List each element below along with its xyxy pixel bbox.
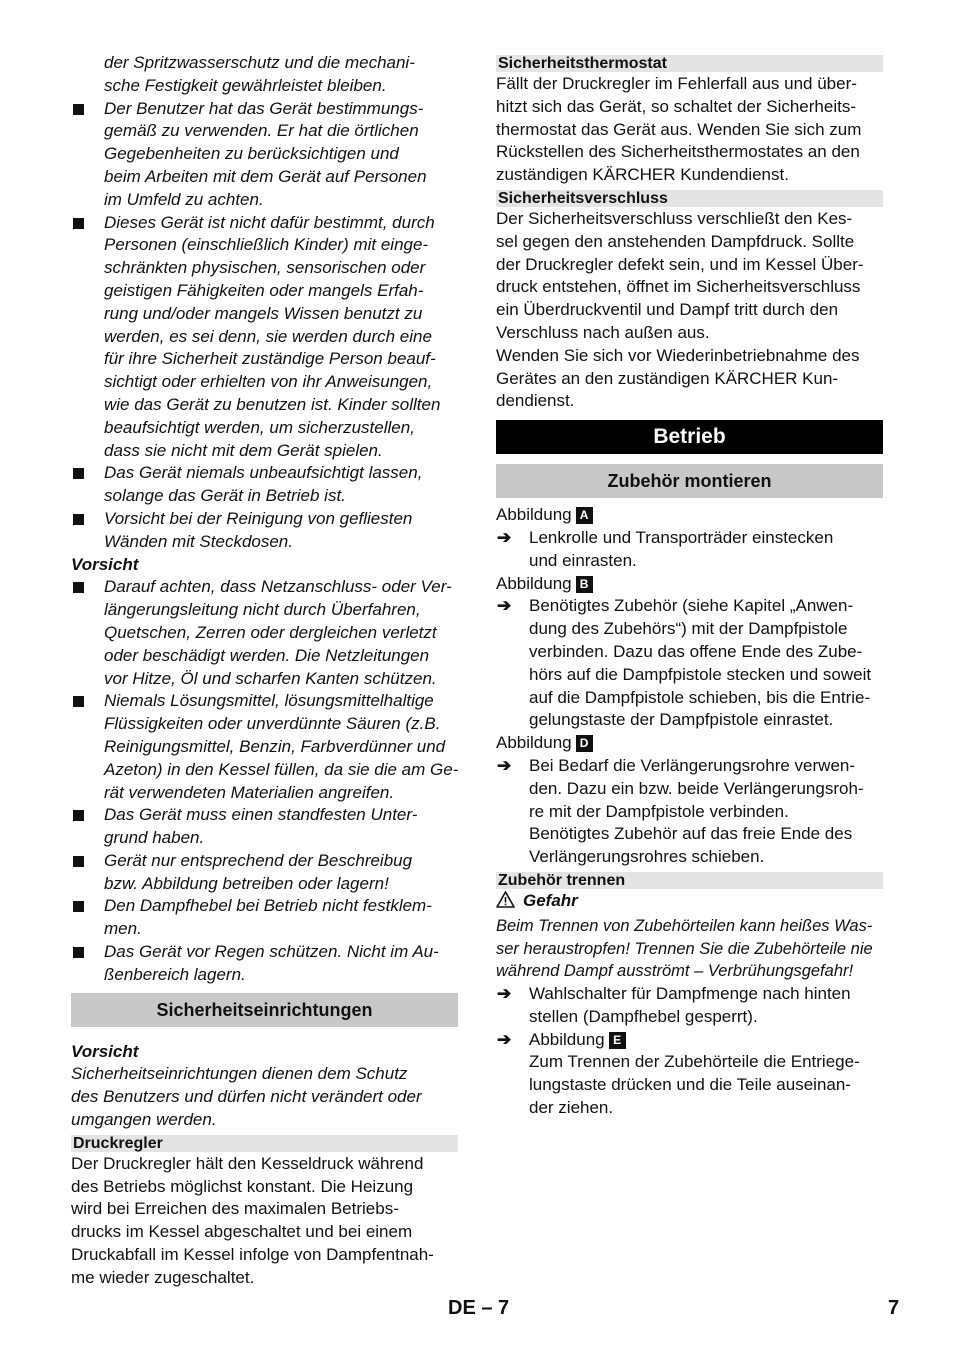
text-line: Lenkrolle und Transporträder einstecken: [529, 527, 834, 547]
druckregler-text: [71, 1153, 458, 1290]
arrow-right-icon: ➔: [497, 527, 512, 547]
page-number: 7: [888, 1297, 900, 1319]
text-line: lungstaste drücken und die Teile auseinan-: [529, 1075, 851, 1095]
text-line: Den Dampfhebel bei Betrieb nicht festklem-: [104, 896, 432, 916]
text-line: Wänden mit Steckdosen.: [104, 531, 293, 551]
bullet-item: [71, 941, 458, 987]
bullet-item: [71, 690, 458, 804]
arrow-right-icon: ➔: [497, 596, 512, 616]
text-line: Fällt der Druckregler im Fehlerfall aus und über-: [496, 74, 857, 93]
text-line: beim Arbeiten mit dem Gerät auf Personen: [104, 166, 427, 186]
bullet-item: [71, 212, 458, 463]
text-line: den. Dazu ein bzw. beide Verlängerungsroh-: [529, 778, 864, 798]
text-line: Vorsicht bei der Reinigung von gefliesten: [104, 508, 413, 528]
text-line: Darauf achten, dass Netzanschluss- oder Ver-: [104, 577, 452, 597]
text-line: Verlängerungsrohres schieben.: [529, 847, 765, 867]
vorsicht-label: Vorsicht: [71, 1041, 139, 1061]
step-item: [496, 755, 883, 869]
bullet-item: [71, 850, 458, 896]
thermostat-text: [496, 73, 883, 187]
text-line: Das Gerät vor Regen schützen. Nicht im Au-: [104, 942, 439, 962]
text-line: dendienst.: [496, 391, 575, 411]
figure-ref-label: Abbildung: [529, 1029, 605, 1049]
text-line: wird bei Erreichen des maximalen Betriebs-: [71, 1199, 399, 1219]
text-line: Das Gerät muss einen standfesten Unter-: [104, 805, 418, 825]
text-line: wie das Gerät zu benutzen ist. Kinder sollten: [104, 394, 441, 414]
text-line: men.: [104, 919, 142, 939]
text-line: umgangen werden.: [71, 1110, 217, 1130]
step-item: [496, 595, 883, 732]
bullet-item: [71, 98, 458, 212]
figure-ref-label: Abbildung: [496, 733, 572, 753]
subheading-druckregler: Druckregler: [71, 1135, 458, 1152]
text-line: geistigen Fähigkeiten oder mangels Erfah-: [104, 280, 424, 300]
page-footer-label: DE – 7: [448, 1297, 510, 1319]
text-line: verbinden. Dazu das offene Ende des Zube-: [529, 641, 863, 661]
figure-letter-badge: A: [576, 507, 593, 524]
text-line: Der Druckregler hält den Kesseldruck während: [71, 1153, 424, 1173]
right-column: [496, 55, 883, 1120]
arrow-right-icon: ➔: [497, 755, 512, 775]
figure-letter-badge: B: [576, 576, 593, 593]
danger-heading: [496, 890, 883, 915]
subheading-verschluss: Sicherheitsverschluss: [496, 190, 883, 207]
text-line: grund haben.: [104, 828, 205, 848]
text-line: vor Hitze, Öl und scharfen Kanten schützen.: [104, 668, 437, 688]
text-line: me wieder zugeschaltet.: [71, 1267, 255, 1287]
text-line: sel gegen den anstehenden Dampfdruck. Sollte: [496, 231, 855, 251]
text-line: des Benutzers und dürfen nicht verändert oder: [71, 1087, 422, 1107]
text-line: Der Sicherheitsverschluss verschließt den Kes-: [496, 208, 853, 228]
text-line: Benötigtes Zubehör (siehe Kapitel „Anwen-: [529, 596, 854, 616]
text-line: sichtigt oder erhielten von ihr Anweisungen,: [104, 372, 433, 392]
step-item: [496, 527, 883, 573]
text-line: Wenden Sie sich vor Wiederinbetriebnahme des: [496, 345, 860, 365]
text-line: Personen (einschließlich Kinder) mit einge-: [104, 235, 429, 255]
text-line: druck entstehen, öffnet im Sicherheitsverschluss: [496, 277, 861, 297]
bullet-item: [71, 895, 458, 941]
text-line: Gerätes an den zuständigen KÄRCHER Kun-: [496, 368, 839, 388]
text-line: und einrasten.: [529, 550, 637, 570]
verschluss-text: [496, 208, 883, 413]
text-line: Rückstellen des Sicherheitsthermostates an den: [496, 142, 860, 162]
text-line: Gegebenheiten zu berücksichtigen und: [104, 144, 399, 164]
text-line: Der Benutzer hat das Gerät bestimmungs-: [104, 98, 424, 118]
text-line: Zum Trennen der Zubehörteile die Entriege-: [529, 1052, 860, 1072]
bullet-item: [71, 576, 458, 690]
figure-ref-label: Abbildung: [496, 505, 572, 525]
safety-text: [71, 1063, 458, 1131]
subheading-trennen: Zubehör trennen: [496, 872, 883, 889]
text-line: sche Festigkeit gewährleistet bleiben.: [104, 75, 387, 95]
arrow-right-icon: ➔: [497, 1029, 512, 1049]
text-line: drucks im Kessel abgeschaltet und bei einem: [71, 1222, 413, 1242]
warning-triangle-icon: [496, 891, 515, 915]
text-line: für ihre Sicherheit zuständige Person beauf-: [104, 349, 436, 369]
text-line: Gerät nur entsprechend der Beschreibug: [104, 850, 413, 870]
text-line: oder beschädigt werden. Die Netzleitungen: [104, 645, 430, 665]
text-line: Dieses Gerät ist nicht dafür bestimmt, durch: [104, 212, 435, 232]
text-line: längerungsleitung nicht durch Überfahren,: [104, 600, 421, 620]
text-line: Flüssigkeiten oder unverdünnte Säuren (z.B.: [104, 714, 441, 734]
text-line: solange das Gerät in Betrieb ist.: [104, 486, 346, 506]
text-line: der Spritzwasserschutz und die mechani-: [104, 53, 415, 72]
text-line: Beim Trennen von Zubehörteilen kann heißes Was-: [496, 916, 873, 935]
figure-ref: [496, 504, 883, 527]
text-line: werden, es sei denn, sie werden durch eine: [104, 326, 432, 346]
figure-letter-badge: D: [576, 735, 593, 752]
text-line: Quetschen, Zerren oder dergleichen verletzt: [104, 622, 437, 642]
text-line: beaufsichtigt werden, um sicherzustellen,: [104, 417, 415, 437]
text-line: dung des Zubehörs“) mit der Dampfpistole: [529, 619, 848, 639]
text-line: während Dampf ausströmt – Verbrühungsgefahr!: [496, 962, 854, 981]
bullet-item: [71, 462, 458, 508]
text-line: ein Überdruckventil und Dampf tritt durch den: [496, 300, 839, 320]
text-line: rät verwendeten Materialien angreifen.: [104, 782, 395, 802]
text-line: hitzt sich das Gerät, so schaltet der Sicherheits-: [496, 96, 856, 116]
section-heading-zubehoer: Zubehör montieren: [496, 464, 883, 498]
text-line: stellen (Dampfhebel gesperrt).: [529, 1006, 758, 1026]
text-line: hörs auf die Dampfpistole stecken und soweit: [529, 664, 872, 684]
text-line: rung und/oder mangels Wissen benutzt zu: [104, 303, 423, 323]
figure-ref-label: Abbildung: [496, 573, 572, 593]
left-column: [71, 52, 458, 1290]
subheading-thermostat: Sicherheitsthermostat: [496, 55, 883, 72]
text-line: gemäß zu verwenden. Er hat die örtlichen: [104, 121, 419, 141]
text-line: gelungstaste der Dampfpistole einrastet.: [529, 710, 834, 730]
text-line: schränkten physischen, sensorischen oder: [104, 258, 426, 278]
text-line: Niemals Lösungsmittel, lösungsmittelhaltige: [104, 691, 434, 711]
text-line: Druckabfall im Kessel infolge von Dampfentnah-: [71, 1245, 434, 1265]
figure-ref: [496, 732, 883, 755]
section-heading-safety: Sicherheitseinrichtungen: [71, 993, 458, 1027]
text-line: ßenbereich lagern.: [104, 964, 246, 984]
vorsicht-label: Vorsicht: [71, 554, 139, 574]
step-item: [496, 1029, 883, 1120]
danger-label: Gefahr: [523, 890, 578, 910]
step-item: [496, 983, 883, 1029]
text-line: Verschluss nach außen aus.: [496, 322, 710, 342]
text-line: der Druckregler defekt sein, und im Kessel Über-: [496, 254, 864, 274]
text-line: Das Gerät niemals unbeaufsichtigt lassen,: [104, 463, 423, 483]
text-line: des Betriebs möglichst konstant. Die Heizung: [71, 1176, 414, 1196]
text-line: zuständigen KÄRCHER Kundendienst.: [496, 165, 789, 185]
figure-letter-badge: E: [609, 1032, 626, 1049]
intro-text: [71, 52, 458, 98]
text-line: Bei Bedarf die Verlängerungsrohre verwen-: [529, 755, 856, 775]
text-line: der ziehen.: [529, 1098, 614, 1118]
text-line: Sicherheitseinrichtungen dienen dem Schutz: [71, 1064, 408, 1084]
text-line: ser heraustropfen! Trennen Sie die Zubehörteile nie: [496, 939, 873, 958]
text-line: thermostat das Gerät aus. Wenden Sie sich zum: [496, 119, 862, 139]
text-line: auf die Dampfpistole schieben, bis die Entrie-: [529, 687, 871, 707]
text-line: Benötigtes Zubehör auf das freie Ende des: [529, 824, 853, 844]
section-heading-betrieb: Betrieb: [496, 420, 883, 454]
text-line: Azeton) in den Kessel füllen, da sie die am Ge-: [104, 759, 459, 779]
figure-ref: [529, 1029, 883, 1052]
text-line: re mit der Dampfpistole verbinden.: [529, 801, 789, 821]
text-line: im Umfeld zu achten.: [104, 189, 264, 209]
figure-ref: [496, 573, 883, 596]
bullet-item: [71, 804, 458, 850]
text-line: Wahlschalter für Dampfmenge nach hinten: [529, 984, 851, 1004]
text-line: dass sie nicht mit dem Gerät spielen.: [104, 440, 383, 460]
text-line: bzw. Abbildung betreiben oder lagern!: [104, 873, 389, 893]
bullet-item: [71, 508, 458, 554]
arrow-right-icon: ➔: [497, 984, 512, 1004]
text-line: Reinigungsmittel, Benzin, Farbverdünner und: [104, 736, 446, 756]
danger-text: [496, 915, 883, 983]
